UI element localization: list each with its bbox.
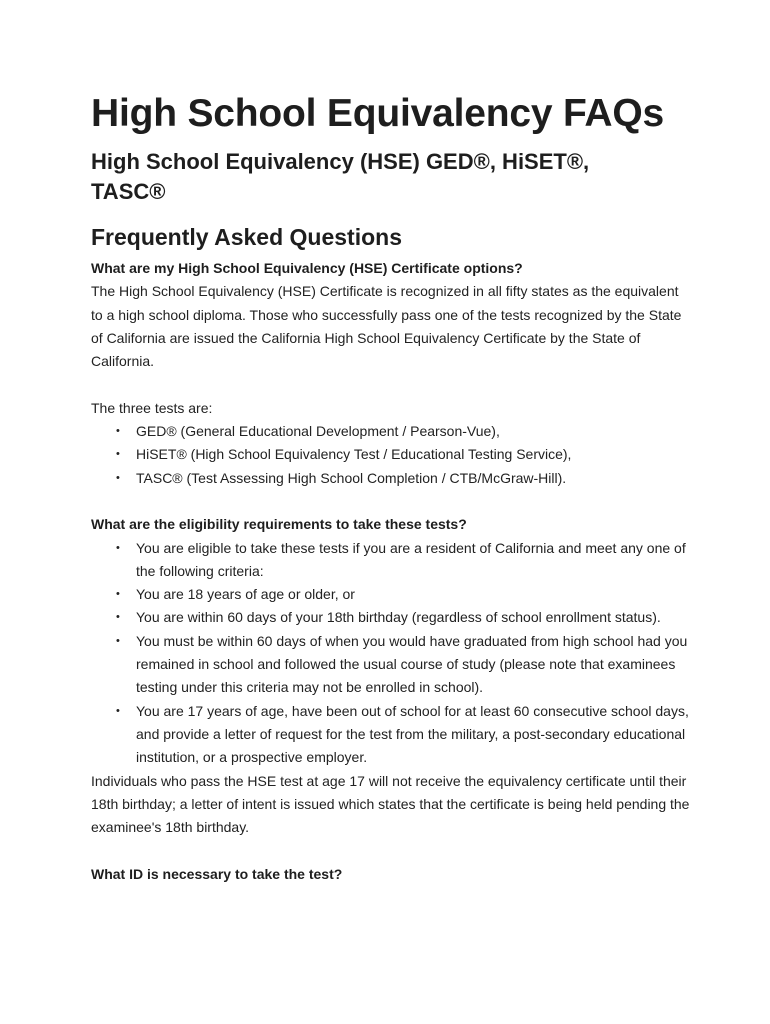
- age-17-note: Individuals who pass the HSE test at age 17 will not receive the equivalency certificate until their 18th birthday; a letter of intent is issued which states that the certificate is being held pending the examinee's 18th birthday.: [91, 772, 690, 836]
- tests-intro: The three tests are:: [91, 399, 213, 416]
- question-id-required: What ID is necessary to take the test?: [91, 865, 343, 882]
- list-item-text: You are within 60 days of your 18th birthday (regardless of school enrollment status).: [136, 609, 661, 626]
- bullet-icon: •: [116, 704, 120, 717]
- question-hse-options: What are my High School Equivalency (HSE) Certificate options?: [91, 260, 523, 276]
- list-item-text: You are 17 years of age, have been out of school for at least 60 consecutive school days, and provide a letter of request for the test from the military, a post-secondary educational institution, or a prospective employer.: [136, 702, 689, 766]
- page-title: High School Equivalency FAQs: [91, 92, 665, 135]
- list-item: [116, 420, 691, 443]
- tests-list: [91, 420, 691, 490]
- bullet-icon: •: [116, 448, 120, 461]
- page-subtitle: High School Equivalency (HSE) GED®, HiSET®, TASC®: [91, 149, 590, 204]
- list-item: [116, 606, 691, 629]
- list-item-text: GED® (General Educational Development / Pearson-Vue),: [136, 423, 500, 440]
- spacer: [91, 839, 691, 862]
- answer-hse-options: The High School Equivalency (HSE) Certificate is recognized in all fifty states as the equivalent to a high school diploma. Those who successfully pass one of the tests recognized by the State of California are issued the California High School Equivalency Certificate by the State of California.: [91, 283, 682, 370]
- list-item-text: You are 18 years of age or older, or: [136, 586, 355, 603]
- bullet-icon: •: [116, 611, 120, 624]
- faq-body: [91, 257, 691, 886]
- spacer: [91, 490, 691, 513]
- list-item-text: TASC® (Test Assessing High School Completion / CTB/McGraw-Hill).: [136, 469, 567, 486]
- section-heading: Frequently Asked Questions: [91, 224, 402, 250]
- bullet-icon: •: [116, 541, 120, 554]
- bullet-icon: •: [116, 634, 120, 647]
- list-item: [116, 467, 691, 490]
- bullet-icon: •: [116, 471, 120, 484]
- list-item: [116, 537, 691, 584]
- question-eligibility: What are the eligibility requirements to take these tests?: [91, 516, 467, 533]
- list-item: [116, 630, 691, 700]
- list-item: [116, 443, 691, 466]
- bullet-icon: •: [116, 588, 120, 601]
- eligibility-list: [91, 537, 691, 770]
- list-item: [116, 700, 691, 770]
- list-item: [116, 583, 691, 606]
- spacer: [91, 373, 691, 396]
- list-item-text: You are eligible to take these tests if you are a resident of California and meet any one of the following criteria:: [136, 539, 686, 579]
- list-item-text: You must be within 60 days of when you would have graduated from high school had you remained in school and followed the usual course of study (please note that examinees testing under this criteria may not be enrolled in school).: [136, 632, 688, 696]
- bullet-icon: •: [116, 425, 120, 438]
- list-item-text: HiSET® (High School Equivalency Test / Educational Testing Service),: [136, 446, 572, 463]
